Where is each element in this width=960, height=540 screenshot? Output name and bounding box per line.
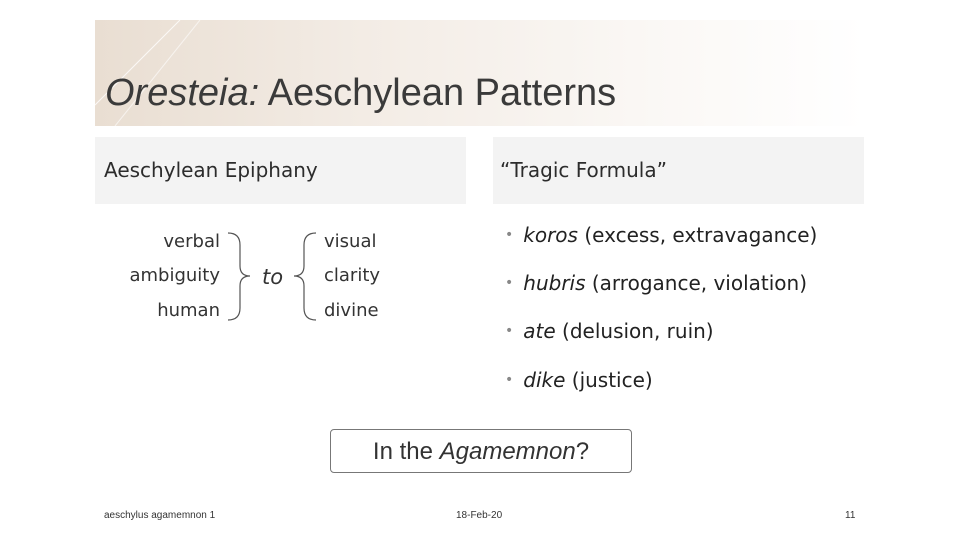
connector-to: to — [262, 265, 284, 289]
bullet-term: koros — [523, 223, 578, 247]
question-prefix: In the — [372, 438, 440, 465]
bullet-dot-icon: • — [505, 372, 514, 388]
bullet-gloss: (excess, extravagance) — [577, 223, 818, 247]
left-word-1: verbal — [163, 231, 220, 252]
bullet-item — [505, 370, 653, 390]
right-word-1: visual — [324, 231, 377, 252]
bullet-gloss: (justice) — [565, 368, 653, 392]
bullet-gloss: (arrogance, violation) — [585, 271, 808, 295]
question-italic: Agamemnon — [439, 438, 576, 465]
bullet-item — [505, 321, 714, 341]
bullet-item — [505, 225, 817, 245]
footer-date: 18-Feb-20 — [456, 510, 503, 521]
bullet-dot-icon: • — [505, 227, 514, 243]
bullet-term: hubris — [523, 271, 586, 295]
right-brace-icon — [228, 233, 250, 320]
title-rest: Aeschylean Patterns — [259, 72, 617, 114]
question-box — [330, 429, 632, 473]
bullet-term: ate — [523, 319, 556, 343]
footer-left: aeschylus agamemnon 1 — [104, 510, 216, 521]
bullet-dot-icon: • — [505, 323, 514, 339]
question-suffix: ? — [575, 438, 590, 465]
bullet-gloss: (delusion, ruin) — [555, 319, 714, 343]
left-word-3: human — [157, 300, 220, 321]
left-header-text: Aeschylean Epiphany — [104, 158, 318, 182]
left-brace-icon — [294, 233, 316, 320]
right-word-2: clarity — [324, 265, 381, 286]
title-italic: Oresteia: — [105, 72, 260, 114]
right-header-text: “Tragic Formula” — [500, 158, 667, 182]
right-word-3: divine — [324, 300, 379, 321]
bullet-item — [505, 273, 807, 293]
left-word-2: ambiguity — [129, 265, 220, 286]
bullet-term: dike — [523, 368, 566, 392]
bullet-dot-icon: • — [505, 275, 514, 291]
page-number: 11 — [845, 510, 856, 521]
